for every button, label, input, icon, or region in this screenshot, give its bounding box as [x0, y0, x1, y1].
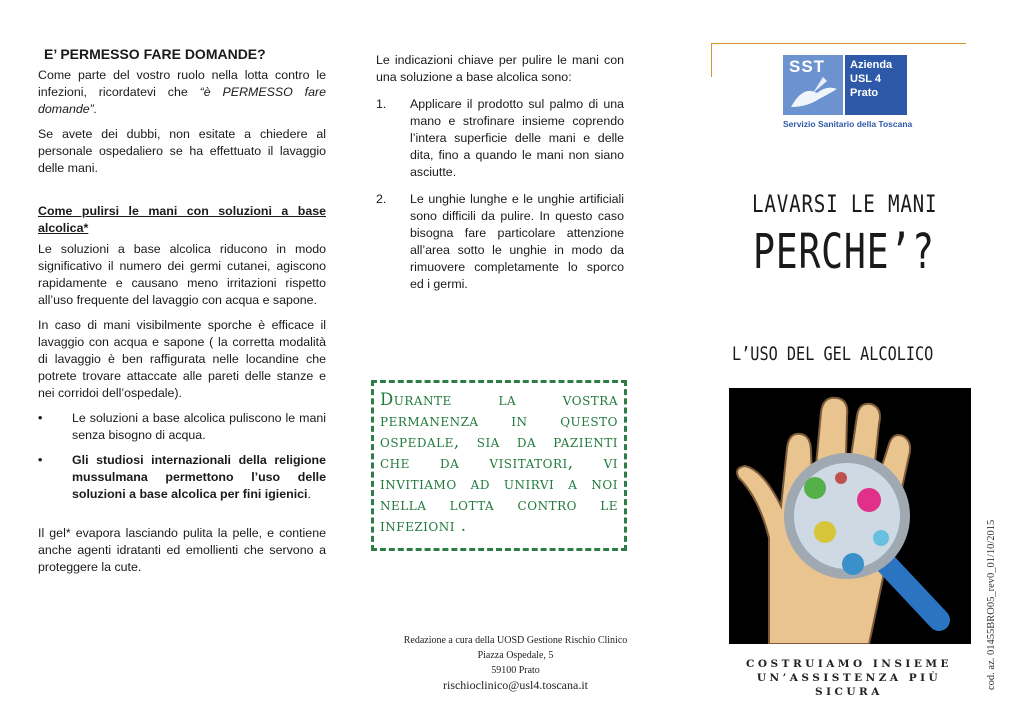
slogan-line: COSTRUIAMO INSIEME [746, 658, 952, 670]
questions-quote: “è PERMESSO fare domande”. [38, 85, 326, 116]
footer-city: 59100 Prato [491, 665, 540, 676]
bullet-icon: • [38, 453, 43, 467]
questions-heading: E’ PERMESSO FARE DOMANDE? [44, 46, 266, 62]
list-item [376, 191, 624, 293]
step-number: 1. [376, 97, 387, 111]
bird-icon [783, 55, 843, 115]
logo-line: Prato [850, 87, 879, 99]
left-column [38, 46, 326, 576]
invitation-text: Durante la vostra permanenza in questo ospedale, sia da pazienti che da visitatori, vi invitiamo ad unirvi a noi nella lotta contro le infezioni . [380, 390, 618, 535]
alcohol-paragraph: Le soluzioni a base alcolica riducono in modo significativo il numero dei germi cutanei, agiscono rapidamente e causano meno irritazioni rispetto all’uso frequente del lavaggio con acqua e sapone. [38, 242, 326, 307]
bullet-icon: • [38, 411, 43, 425]
top-rule [711, 43, 966, 44]
top-rule-vertical [711, 43, 712, 77]
footer-credits [388, 633, 643, 693]
hand-magnifier-illustration [729, 388, 971, 644]
gel-paragraph: Il gel* evapora lasciando pulita la pelle, e contiene anche agenti idratanti ed emollienti che servono a proteggere la cute. [38, 526, 326, 574]
questions-paragraph [38, 67, 326, 118]
bullet-text-end: . [307, 487, 311, 501]
cover-slogan [722, 657, 976, 699]
logo-name-tile [845, 55, 907, 115]
bullet-text-bold: Gli studiosi internazionali della religione mussulmana permettono l’uso delle soluzioni a base alcolica per fini igienici [72, 453, 326, 501]
invitation-box [371, 380, 627, 551]
usl-logo [783, 55, 920, 133]
alcohol-section-title: Come pulirsi le mani con soluzioni a base alcolica* [38, 204, 326, 235]
hand-germs-icon [729, 388, 971, 644]
document-code: cod. az. 01455BRO05_rev0_01/10/2015 [986, 519, 997, 690]
slogan-line: UN’ASSISTENZA PIÙ SICURA [756, 672, 942, 698]
steps-list [376, 96, 624, 293]
dirty-hands-paragraph: In caso di mani visibilmente sporche è efficace il lavaggio con acqua e sapone ( la corretta modalità di lavaggio è ben raffigurata nelle locandine che potrete trovare attaccate alle pareti delle stanze e nei corridoi dell’ospedale). [38, 318, 326, 400]
bullet-text: Le soluzioni a base alcolica puliscono le mani senza bisogno di acqua. [72, 411, 326, 442]
logo-line: Azienda [850, 59, 893, 71]
logo-line: USL 4 [850, 73, 881, 85]
questions-text: Come parte del vostro ruolo nella lotta contro le infezioni, ricordatevi che [38, 68, 326, 99]
step-text: Applicare il prodotto sul palmo di una mano e strofinare insieme coprendo l’intera superficie delle mani e delle dita, fino a quando le mani non siano asciutte. [410, 97, 624, 179]
doubts-paragraph: Se avete dei dubbi, non esitate a chiedere al personale ospedaliero se ha effettuato il lavaggio delle mani. [38, 127, 326, 175]
cover-title: LAVARSI LE MANI [752, 190, 938, 218]
footer-address: Piazza Ospedale, 5 [477, 650, 554, 661]
middle-column [376, 52, 624, 303]
logo-sst-tile [783, 55, 843, 115]
cover-subtitle: L’USO DEL GEL ALCOLICO [732, 343, 934, 365]
list-item [38, 452, 326, 503]
list-item [376, 96, 624, 181]
logo-subtitle: Servizio Sanitario della Toscana [783, 119, 913, 129]
list-item [38, 410, 326, 444]
footer-email: rischioclinico@usl4.toscana.it [442, 678, 589, 692]
logo-sst-text: SST [789, 57, 826, 76]
instructions-intro: Le indicazioni chiave per pulire le mani con una soluzione a base alcolica sono: [376, 53, 624, 84]
bullet-list [38, 410, 326, 503]
cover-title-large: PERCHE’? [753, 224, 935, 280]
step-text: Le unghie lunghe e le unghie artificiali sono difficili da pulire. In questo caso bisogna fare particolare attenzione all’area sotto le unghie in modo da rimuovere completamente lo sporco ed i germi. [410, 192, 624, 291]
step-number: 2. [376, 192, 387, 206]
footer-editor: Redazione a cura della UOSD Gestione Rischio Clinico [403, 635, 628, 646]
